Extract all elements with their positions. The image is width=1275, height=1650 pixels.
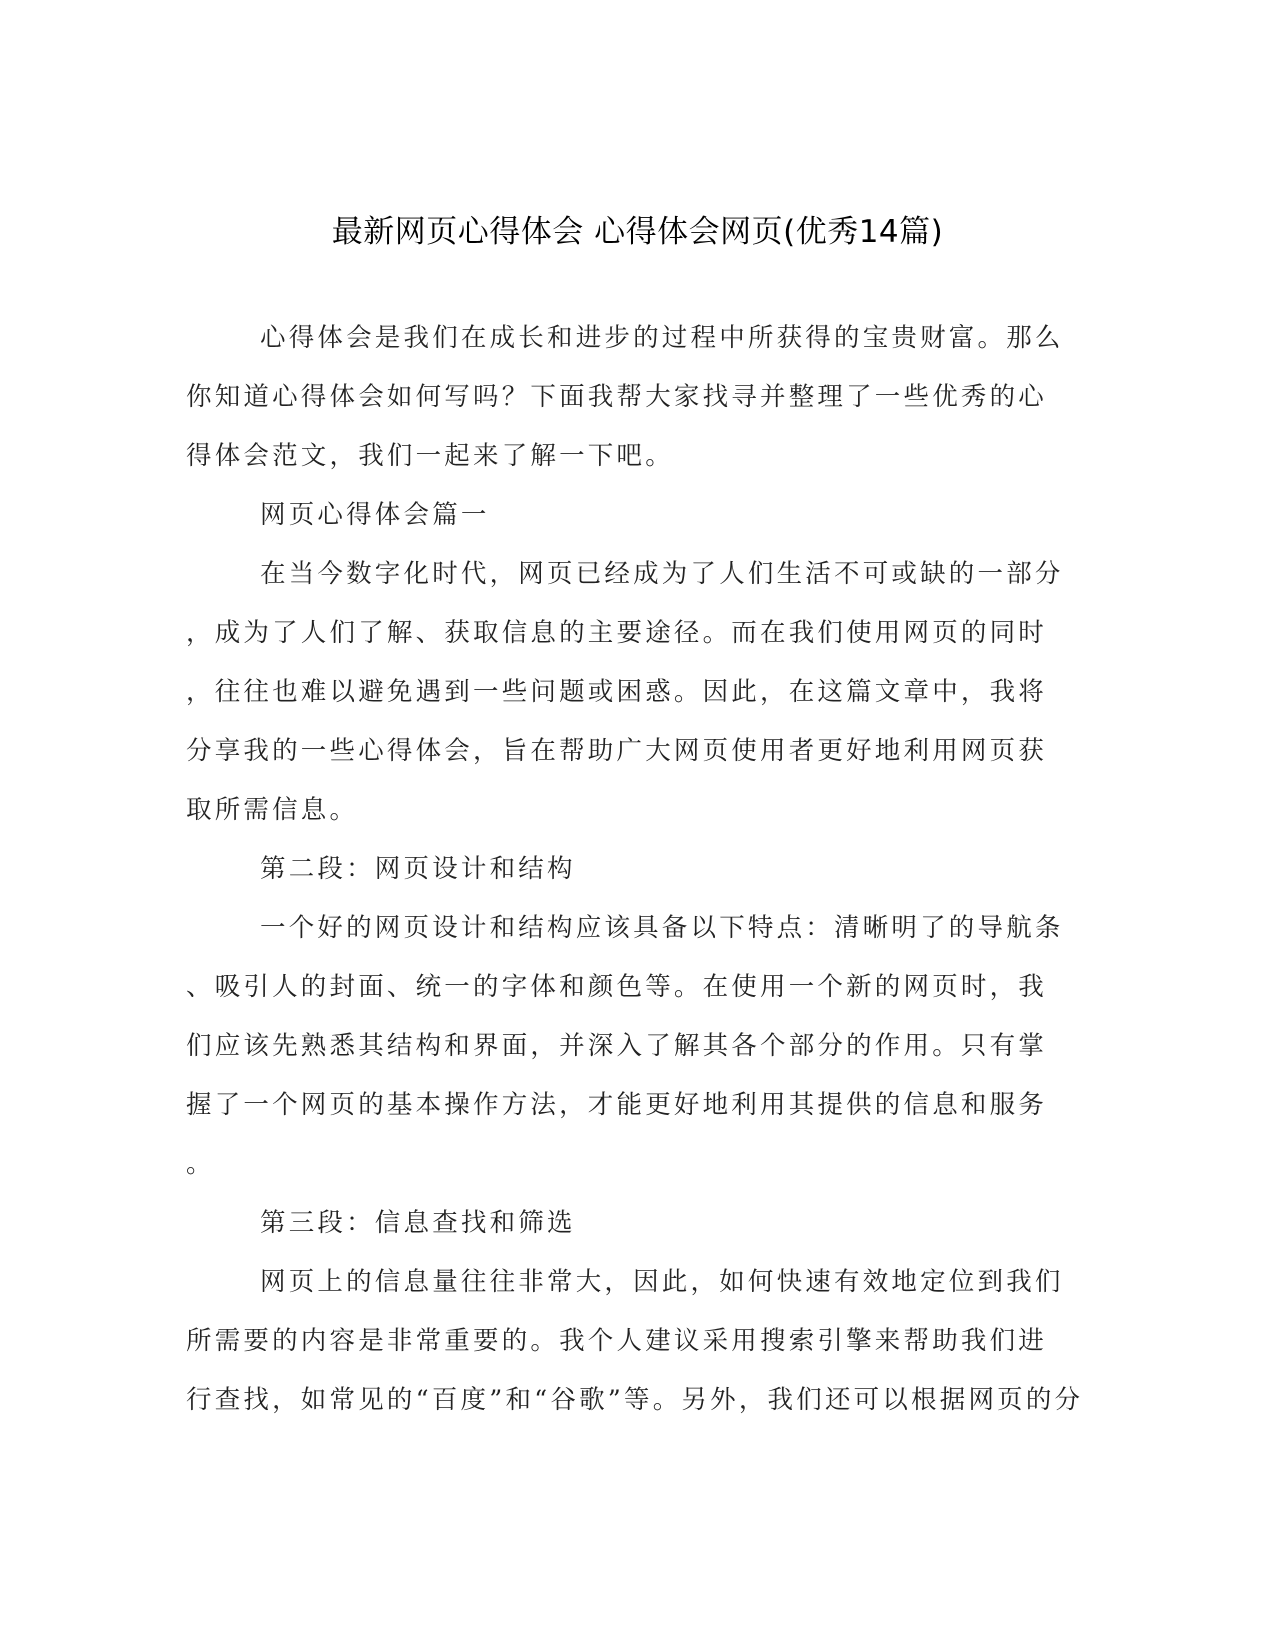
paragraph-line: 你知道心得体会如何写吗？下面我帮大家找寻并整理了一些优秀的心 — [186, 382, 1048, 412]
paragraph-line: 得体会范文，我们一起来了解一下吧。 — [186, 441, 674, 471]
paragraph-line: 、吸引人的封面、统一的字体和颜色等。在使用一个新的网页时，我 — [186, 972, 1048, 1002]
section-heading: 网页心得体会篇一 — [260, 500, 490, 530]
section-heading: 第二段：网页设计和结构 — [260, 854, 576, 884]
paragraph-line: 网页上的信息量往往非常大，因此，如何快速有效地定位到我们 — [260, 1267, 1064, 1297]
paragraph-line: ，成为了人们了解、获取信息的主要途径。而在我们使用网页的同时 — [186, 618, 1048, 648]
paragraph-line: 握了一个网页的基本操作方法，才能更好地利用其提供的信息和服务 — [186, 1090, 1048, 1120]
paragraph-line: 。 — [186, 1149, 215, 1179]
section-heading: 第三段：信息查找和筛选 — [260, 1208, 576, 1238]
paragraph-line: 所需要的内容是非常重要的。我个人建议采用搜索引擎来帮助我们进 — [186, 1326, 1048, 1356]
paragraph-line: 们应该先熟悉其结构和界面，并深入了解其各个部分的作用。只有掌 — [186, 1031, 1048, 1061]
paragraph-line: 分享我的一些心得体会，旨在帮助广大网页使用者更好地利用网页获 — [186, 736, 1048, 766]
paragraph-line: ，往往也难以避免遇到一些问题或困惑。因此，在这篇文章中，我将 — [186, 677, 1048, 707]
paragraph-line: 行查找，如常见的“百度”和“谷歌”等。另外，我们还可以根据网页的分 — [186, 1385, 1084, 1415]
document-title: 最新网页心得体会 心得体会网页(优秀14篇) — [331, 214, 944, 250]
paragraph-line: 心得体会是我们在成长和进步的过程中所获得的宝贵财富。那么 — [260, 323, 1064, 353]
paragraph-line: 在当今数字化时代，网页已经成为了人们生活不可或缺的一部分 — [260, 559, 1064, 589]
paragraph-line: 一个好的网页设计和结构应该具备以下特点：清晰明了的导航条 — [260, 913, 1064, 943]
paragraph-line: 取所需信息。 — [186, 795, 359, 825]
